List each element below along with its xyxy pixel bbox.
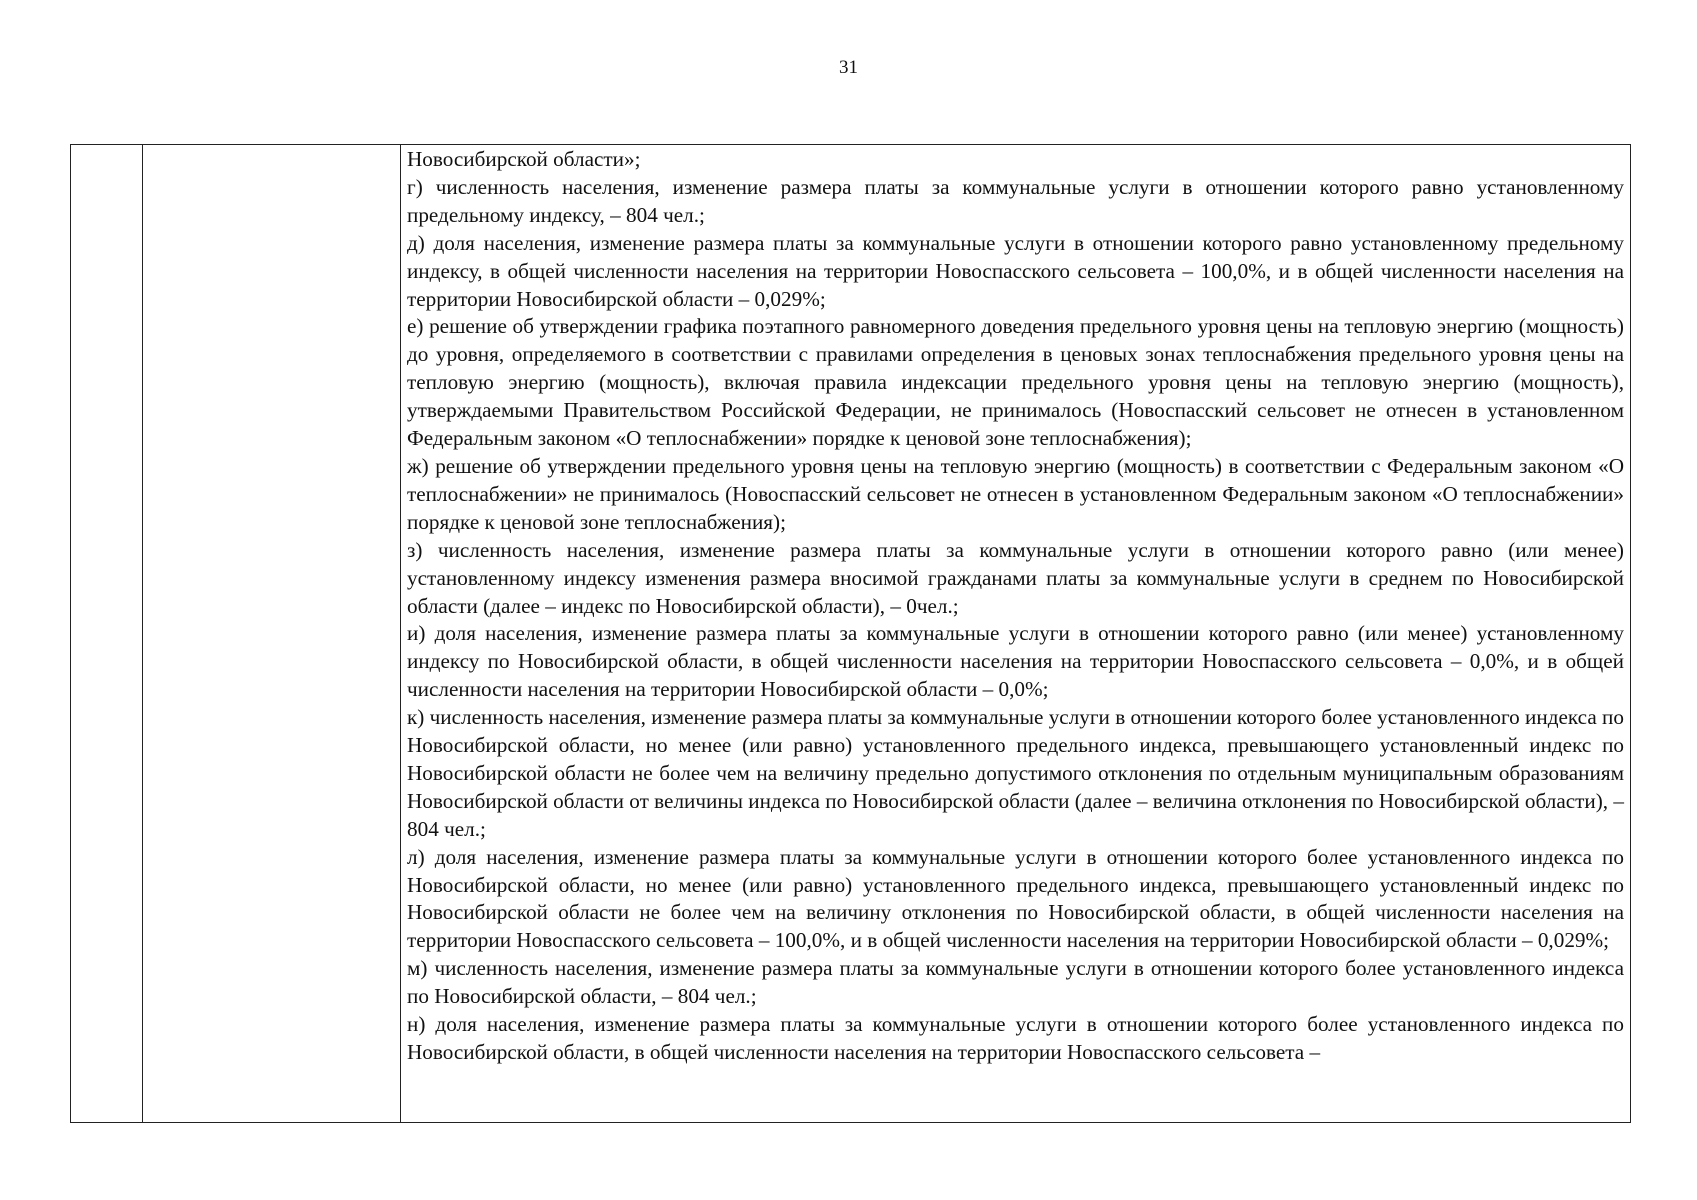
- table-row: [71, 145, 1631, 1123]
- page-number: 31: [839, 57, 858, 78]
- paragraph-item-g: г) численность населения, изменение размера платы за коммунальные услуги в отношении которого равно установленному предельному индексу, – 804 чел.;: [407, 174, 1624, 227]
- paragraph-item-i: и) доля населения, изменение размера платы за коммунальные услуги в отношении которого равно (или менее) установленному индексу по Новосибирской области, в общей численности населения на территории Новоспасского сельсовета – 0,0%, и в общей численности населения на территории Новосибирской области – 0,0%;: [407, 621, 1624, 702]
- paragraph-item-m: м) численность населения, изменение размера платы за коммунальные услуги в отношении которого более установленного индекса по Новосибирской области, – 804 чел.;: [407, 956, 1624, 1009]
- paragraph-item-l: л) доля населения, изменение размера платы за коммунальные услуги в отношении которого более установленного индекса по Новосибирской области, но менее (или равно) установленного предельного индекса, превышающего установленный индекс по Новосибирской области не более чем на величину отклонения по Новосибирской области, в общей численности населения на территории Новоспасского сельсовета – 100,0%, и в общей численности населения на территории Новосибирской области – 0,029%;: [407, 844, 1624, 953]
- paragraph-item-zh: ж) решение об утверждении предельного уровня цены на тепловую энергию (мощность) в соответствии с Федеральным законом «О теплоснабжении» не принималось (Новоспасский сельсовет не отнесен в установленном Федеральным законом «О теплоснабжении» порядке к ценовой зоне теплоснабжения);: [407, 453, 1624, 534]
- paragraph-item-d: д) доля населения, изменение размера платы за коммунальные услуги в отношении которого равно установленному предельному индексу, в общей численности населения на территории Новоспасского сельсовета – 100,0%, и в общей численности населения на территории Новосибирской области – 0,029%;: [407, 230, 1624, 311]
- paragraph-item-e: е) решение об утверждении графика поэтапного равномерного доведения предельного уровня цены на тепловую энергию (мощность) до уровня, определяемого в соответствии с правилами определения в ценовых зонах теплоснабжения предельного уровня цены на тепловую энергию (мощность), включая правила индексации предельного уровня цены на тепловую энергию (мощность), утверждаемыми Правительством Российской Федерации, не принималось (Новоспасский сельсовет не отнесен в установленном Федеральным законом «О теплоснабжении» порядке к ценовой зоне теплоснабжения);: [407, 314, 1624, 451]
- table-cell-number: [71, 145, 143, 1123]
- paragraph-item-z: з) численность населения, изменение размера платы за коммунальные услуги в отношении которого равно (или менее) установленному индексу изменения размера вносимой гражданами платы за коммунальные услуги в среднем по Новосибирской области (далее – индекс по Новосибирской области), – 0чел.;: [407, 537, 1624, 618]
- paragraph-item-n: н) доля населения, изменение размера платы за коммунальные услуги в отношении которого более установленного индекса по Новосибирской области, в общей численности населения на территории Новоспасского сельсовета –: [407, 1012, 1624, 1064]
- document-table: [70, 144, 1631, 1123]
- paragraph-continuation: Новосибирской области»;: [407, 147, 641, 171]
- table-cell-indicator: [143, 145, 401, 1123]
- table-cell-content: [401, 145, 1631, 1123]
- paragraph-item-k: к) численность населения, изменение размера платы за коммунальные услуги в отношении которого более установленного индекса по Новосибирской области, но менее (или равно) установленного предельного индекса, превышающего установленный индекс по Новосибирской области не более чем на величину предельно допустимого отклонения по отдельным муниципальным образованиям Новосибирской области от величины индекса по Новосибирской области (далее – величина отклонения по Новосибирской области), – 804 чел.;: [407, 705, 1624, 841]
